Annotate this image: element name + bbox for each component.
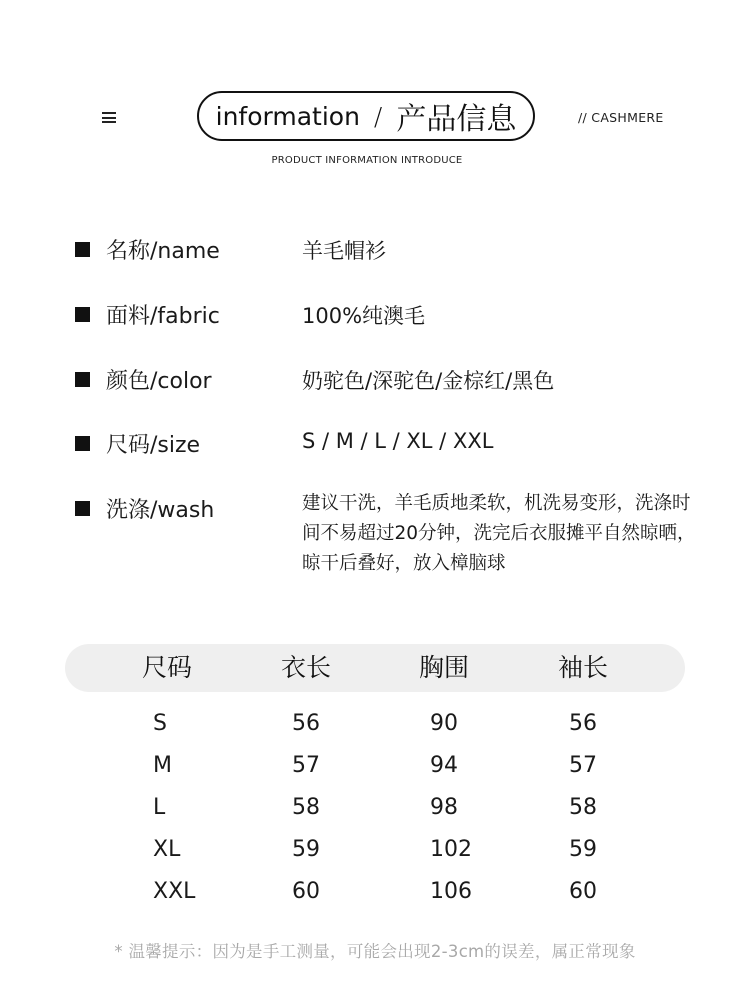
info-value: 建议干洗，羊毛质地柔软，机洗易变形，洗涤时间不易超过20分钟，洗完后衣服摊平自然晾晒，晾干后叠好，放入樟脑球: [302, 493, 696, 574]
info-value: 奶驼色/深驼色/金棕红/黑色: [302, 369, 555, 393]
table-cell: 59: [569, 837, 597, 862]
menu-icon: [102, 112, 116, 123]
info-label: 名称/name: [106, 239, 220, 264]
info-label: 洗涤/wash: [106, 498, 215, 523]
size-table-header: [65, 644, 685, 692]
table-cell: L: [153, 795, 166, 820]
table-cell: XL: [153, 837, 181, 862]
table-cell: 58: [569, 795, 597, 820]
title-cn: 产品信息: [396, 102, 517, 137]
table-cell: 57: [569, 753, 597, 778]
table-header-chest: 胸围: [418, 653, 470, 682]
table-cell: 98: [430, 795, 458, 820]
info-value: S / M / L / XL / XXL: [302, 429, 494, 453]
info-value: 100%纯澳毛: [302, 304, 426, 328]
table-cell: 90: [430, 711, 458, 736]
cashmere-tag: // CASHMERE: [578, 110, 664, 125]
table-cell: 106: [430, 879, 472, 904]
square-bullet-icon: [75, 372, 90, 387]
table-cell: XXL: [153, 879, 196, 904]
table-cell: 56: [292, 711, 320, 736]
info-value: 羊毛帽衫: [302, 239, 386, 263]
table-header-length: 衣长: [280, 653, 332, 682]
measurement-note: * 温馨提示：因为是手工测量，可能会出现2-3cm的误差，属正常现象: [114, 942, 636, 961]
table-cell: 60: [292, 879, 320, 904]
square-bullet-icon: [75, 307, 90, 322]
table-header-sleeve: 袖长: [557, 653, 609, 682]
table-cell: 60: [569, 879, 597, 904]
table-cell: S: [153, 711, 167, 736]
subtitle: PRODUCT INFORMATION INTRODUCE: [271, 155, 463, 166]
square-bullet-icon: [75, 242, 90, 257]
square-bullet-icon: [75, 436, 90, 451]
table-header-size: 尺码: [141, 653, 193, 682]
table-cell: 102: [430, 837, 472, 862]
square-bullet-icon: [75, 501, 90, 516]
table-cell: M: [153, 753, 172, 778]
info-label: 颜色/color: [106, 369, 212, 394]
table-cell: 59: [292, 837, 320, 862]
table-cell: 56: [569, 711, 597, 736]
title-pill: [197, 91, 535, 141]
title-separator: /: [373, 101, 383, 131]
info-label: 尺码/size: [106, 433, 201, 458]
table-cell: 58: [292, 795, 320, 820]
info-label: 面料/fabric: [106, 304, 220, 329]
table-cell: 94: [430, 753, 458, 778]
title-en: information: [215, 101, 360, 131]
table-cell: 57: [292, 753, 320, 778]
